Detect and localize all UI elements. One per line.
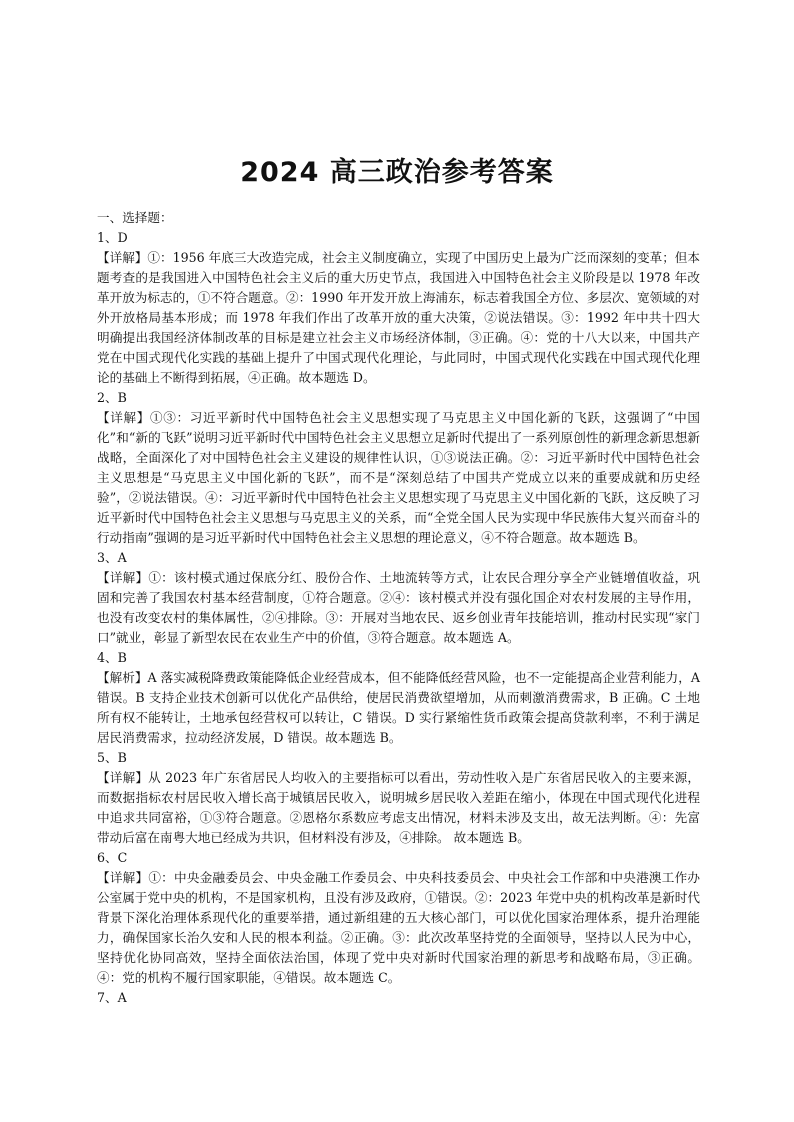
- answer-1: 1、D: [97, 230, 128, 245]
- answer-6: 6、C: [97, 850, 128, 865]
- explanation-4: 【解析】A 落实减税降费政策能降低企业经营成本，但不能降低经营风险，也不一定能提高企业营利能力，A 错误。B 支持企业技术创新可以优化产品供给，使居民消费欲望增加，从而刺激消费需求，B 正确。C 土地所有权不能转让，土地承包经营权可以转让，C 错误。D 实行紧缩性货币政策会提高贷款利率，不利于满足居民消费需求，拉动经济发展，D 错误。故本题选 B。: [97, 670, 700, 745]
- explanation-2: 【详解】①③：习近平新时代中国特色社会主义思想实现了马克思主义中国化新的飞跃，这强调了“中国化”和“新的飞跃”说明习近平新时代中国特色社会主义思想立足新时代提出了一系列原创性的新理念新思想新战略，全面深化了对中国特色社会主义建设的规律性认识，①③说法正确。②：习近平新时代中国特色社会主义思想是“马克思主义中国化新的飞跃”，而不是“深刻总结了中国共产党成立以来的重要成就和历史经验”，②说法错误。④：习近平新时代中国特色社会主义思想实现了马克思主义中国化新的飞跃，这反映了习近平新时代中国特色社会主义思想与马克思主义的关系，而“全党全国人民为实现中华民族伟大复兴而奋斗的行动指南”强调的是习近平新时代中国特色社会主义思想的理论意义，④不符合题意。故本题选 B。: [97, 410, 700, 545]
- answer-5: 5、B: [97, 750, 127, 765]
- explanation-5: 【详解】从 2023 年广东省居民人均收入的主要指标可以看出，劳动性收入是广东省居民收入的主要来源，而数据指标农村居民收入增长高于城镇居民收入，说明城乡居民收入差距在缩小，体现在中国式现代化进程中追求共同富裕，①③符合题意。②恩格尔系数应考虑支出情况，材料未涉及支出，故无法判断。④：先富带动后富在南粤大地已经成为共识，但材料没有涉及，④排除。 故本题选 B。: [97, 770, 700, 845]
- explanation-1: 【详解】①：1956 年底三大改造完成，社会主义制度确立，实现了中国历史上最为广泛而深刻的变革；但本题考查的是我国进入中国特色社会主义后的重大历史节点，我国进入中国特色社会主义阶段是以 1978 年改革开放为标志的，①不符合题意。②：1990 年开发开放上海浦东，标志着我国全方位、多层次、宽领域的对外开放格局基本形成；而 1978 年我们作出了改革开放的重大决策，②说法错误。③：1992 年中共十四大明确提出我国经济体制改革的目标是建立社会主义市场经济体制，③正确。④：党的十八大以来，中国共产党在中国式现代化实践的基础上提升了中国式现代化理论，与此同时，中国式现代化实践在中国式现代化理论的基础上不断得到拓展，④正确。故本题选 D。: [97, 250, 700, 385]
- page-title: 2024 高三政治参考答案: [240, 157, 554, 188]
- explanation-3: 【详解】①：该村模式通过保底分红、股份合作、土地流转等方式，让农民合理分享全产业链增值收益，巩固和完善了我国农村基本经营制度，①符合题意。②④：该村模式并没有强化国企对农村发展的主导作用，也没有改变农村的集体属性，②④排除。③：开展对当地农民、返乡创业青年技能培训，推动村民实现“家门口”就业，彰显了新型农民在农业生产中的价值，③符合题意。故本题选 A。: [97, 570, 700, 645]
- answer-content: [97, 208, 700, 1008]
- answer-7: 7、A: [97, 990, 127, 1005]
- explanation-6: 【详解】①：中央金融委员会、中央金融工作委员会、中央科技委员会、中央社会工作部和中央港澳工作办公室属于党中央的机构，不是国家机构，且没有涉及政府，①错误。②：2023 年党中央的机构改革是新时代背景下深化治理体系现代化的重要举措，通过新组建的五大核心部门，可以优化国家治理体系，提升治理能力，确保国家长治久安和人民的根本利益。②正确。③：此次改革坚持党的全面领导，坚持以人民为中心，坚持优化协同高效，坚持全面依法治国，体现了党中央对新时代国家治理的新思考和战略布局，③正确。④：党的机构不履行国家职能，④错误。故本题选 C。: [97, 870, 700, 985]
- section-title: 一、选择题：: [97, 210, 173, 225]
- answer-3: 3、A: [97, 550, 127, 565]
- answer-4: 4、B: [97, 650, 127, 665]
- answer-2: 2、B: [97, 390, 127, 405]
